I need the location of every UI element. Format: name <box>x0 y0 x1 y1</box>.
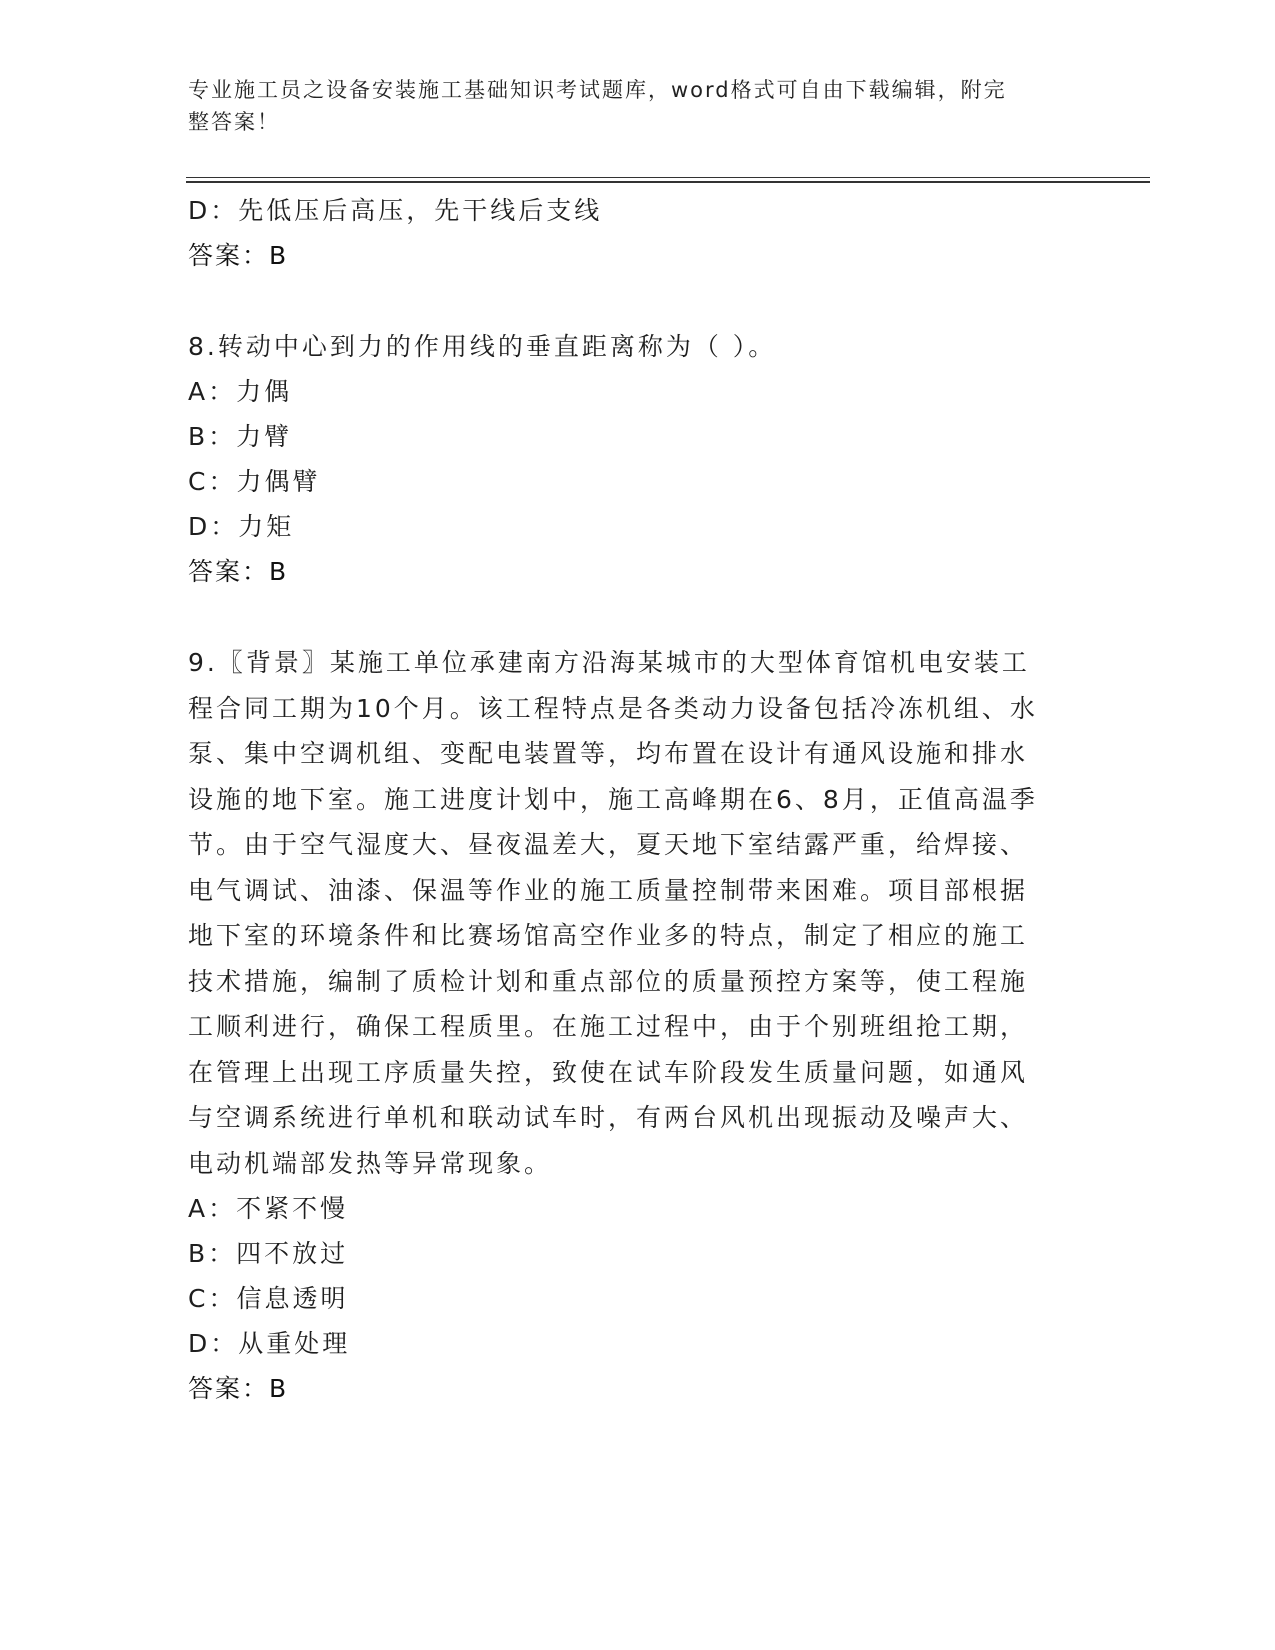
stem-line: 地下室的环境条件和比赛场馆高空作业多的特点，制定了相应的施工 <box>188 921 1029 950</box>
header-divider-thick <box>186 181 1150 183</box>
option-d: D：力矩 <box>188 512 295 541</box>
answer-line: 答案：B <box>188 241 289 270</box>
option-d: D：从重处理 <box>188 1329 351 1358</box>
question-stem <box>188 640 1068 1186</box>
stem-line: 9.〖背景〗某施工单位承建南方沿海某城市的大型体育馆机电安装工 <box>188 648 1030 677</box>
option-a: A：不紧不慢 <box>188 1194 349 1223</box>
spacer <box>188 594 1068 640</box>
option-d: D：先低压后高压，先干线后支线 <box>188 196 603 225</box>
answer-line: 答案：B <box>188 1374 289 1403</box>
option-c: C：信息透明 <box>188 1284 349 1313</box>
stem-line: 与空调系统进行单机和联动试车时，有两台风机出现振动及噪声大、 <box>188 1103 1029 1132</box>
stem-line: 电动机端部发热等异常现象。 <box>188 1148 553 1178</box>
option-b: B：四不放过 <box>188 1239 349 1268</box>
stem-line: 节。由于空气湿度大、昼夜温差大，夏天地下室结露严重，给焊接、 <box>188 830 1029 859</box>
header-line-1: 专业施工员之设备安装施工基础知识考试题库，word格式可自由下载编辑，附完 <box>188 78 1007 102</box>
option-c: C：力偶臂 <box>188 467 321 496</box>
header-divider-thin <box>186 177 1150 178</box>
option-b: B：力臂 <box>188 422 293 451</box>
stem-line: 工顺利进行，确保工程质里。在施工过程中，由于个别班组抢工期， <box>188 1012 1029 1041</box>
header-line-2: 整答案！ <box>188 110 280 134</box>
previous-question-tail <box>188 188 1068 278</box>
question-9 <box>188 640 1068 1411</box>
spacer <box>188 278 1068 324</box>
option-a: A：力偶 <box>188 377 293 406</box>
question-8 <box>188 324 1068 594</box>
question-stem: 8.转动中心到力的作用线的垂直距离称为（ ）。 <box>188 332 777 361</box>
stem-line: 电气调试、油漆、保温等作业的施工质量控制带来困难。项目部根据 <box>188 875 1029 905</box>
stem-line: 程合同工期为10个月。该工程特点是各类动力设备包括冷冻机组、水 <box>188 693 1038 723</box>
answer-line: 答案：B <box>188 557 289 586</box>
document-header <box>188 74 1068 138</box>
stem-line: 设施的地下室。施工进度计划中，施工高峰期在6、8月，正值高温季 <box>188 784 1038 814</box>
document-body <box>188 188 1068 1411</box>
stem-line: 技术措施，编制了质检计划和重点部位的质量预控方案等，使工程施 <box>188 966 1029 996</box>
stem-line: 泵、集中空调机组、变配电装置等，均布置在设计有通风设施和排水 <box>188 739 1029 768</box>
stem-line: 在管理上出现工序质量失控，致使在试车阶段发生质量问题，如通风 <box>188 1057 1029 1087</box>
